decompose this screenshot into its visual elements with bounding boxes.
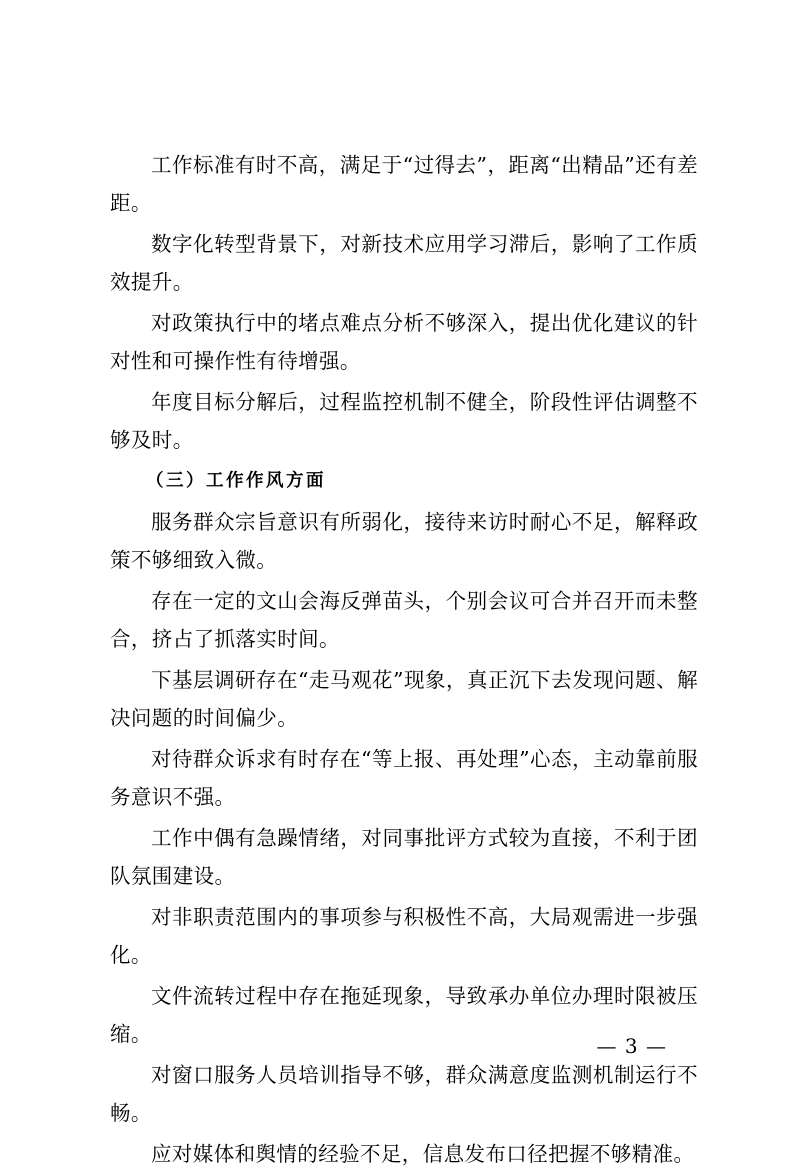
paragraph: 对待群众诉求有时存在“等上报、再处理”心态，主动靠前服务意识不强。 — [110, 747, 698, 809]
paragraph: 对非职责范围内的事项参与积极性不高，大局观需进一步强化。 — [110, 905, 698, 967]
paragraph: 对窗口服务人员培训指导不够，群众满意度监测机制运行不畅。 — [110, 1063, 698, 1125]
paragraph: 数字化转型背景下，对新技术应用学习滞后，影响了工作质效提升。 — [110, 232, 698, 294]
paragraph: 年度目标分解后，过程监控机制不健全，阶段性评估调整不够及时。 — [110, 390, 698, 452]
paragraph: 工作中偶有急躁情绪，对同事批评方式较为直接，不利于团队氛围建设。 — [110, 826, 698, 888]
section-heading: （三）工作作风方面 — [146, 471, 326, 491]
paragraph: 文件流转过程中存在拖延现象，导致承办单位办理时限被压缩。 — [110, 984, 698, 1046]
paragraph: 存在一定的文山会海反弹苗头，个别会议可合并召开而未整合，挤占了抓落实时间。 — [110, 589, 698, 651]
paragraph: 对政策执行中的堵点难点分析不够深入，提出优化建议的针对性和可操作性有待增强。 — [110, 311, 698, 373]
page-number: — 3 — — [596, 1034, 667, 1058]
paragraph: 下基层调研存在“走马观花”现象，真正沉下去发现问题、解决问题的时间偏少。 — [110, 668, 698, 730]
paragraph: 服务群众宗旨意识有所弱化，接待来访时耐心不足，解释政策不够细致入微。 — [110, 510, 698, 572]
paragraph: 工作标准有时不高，满足于“过得去”，距离“出精品”还有差距。 — [110, 153, 698, 215]
paragraph: 应对媒体和舆情的经验不足，信息发布口径把握不够精准。 — [151, 1142, 695, 1166]
document-body — [110, 146, 698, 1173]
